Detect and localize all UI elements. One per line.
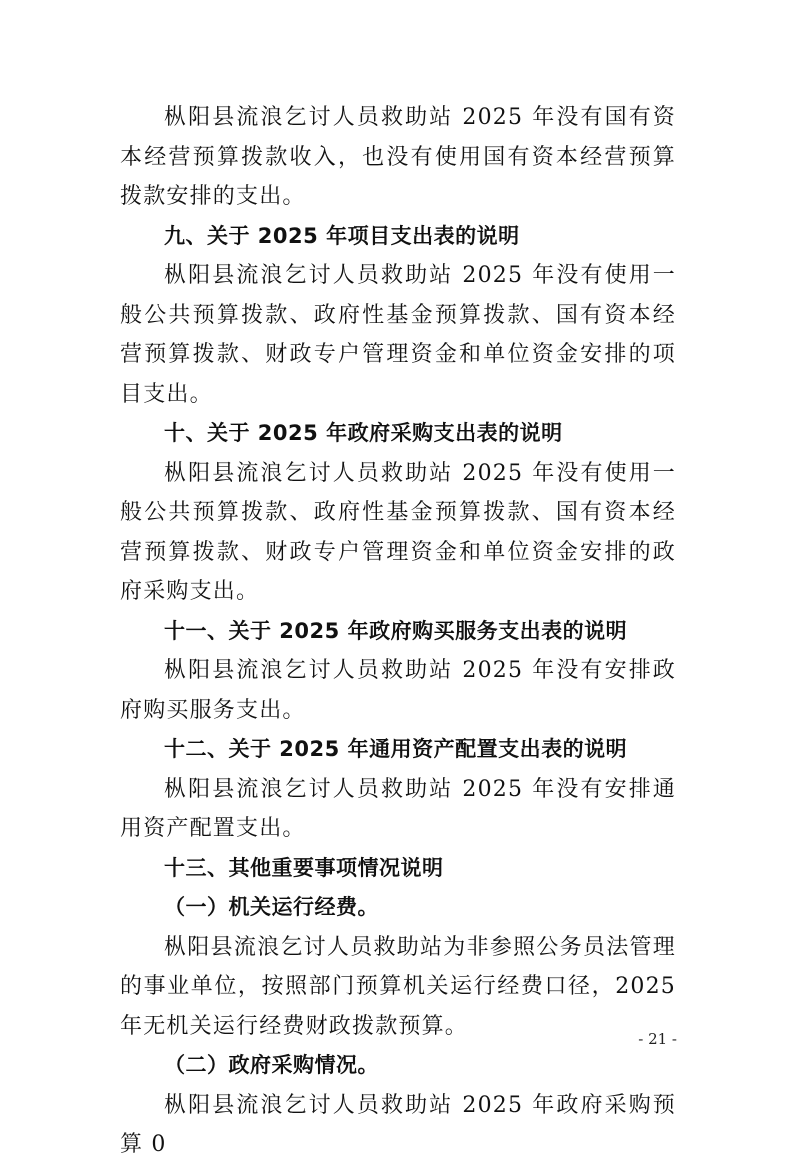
section-heading-9: 九、关于 2025 年项目支出表的说明 — [164, 223, 520, 248]
paragraph-government-procurement: 枞阳县流浪乞讨人员救助站 2025 年没有使用一般公共预算拨款、政府性基金预算拨款、国有资本经营预算拨款、财政专户管理资金和单位资金安排的政府采购支出。 — [120, 460, 676, 604]
document-body — [120, 98, 676, 1165]
section-heading-12: 十二、关于 2025 年通用资产配置支出表的说明 — [164, 737, 628, 761]
paragraph-operating-expenses: 枞阳县流浪乞讨人员救助站为非参照公务员法管理的事业单位，按照部门预算机关运行经费口径，2025 年无机关运行经费财政拨款预算。 — [120, 934, 676, 1039]
paragraph-procurement-status: 枞阳县流浪乞讨人员救助站 2025 年政府采购预算 0 — [120, 1092, 676, 1157]
subheading-procurement-status: （二）政府采购情况。 — [164, 1053, 379, 1077]
paragraph-asset-allocation: 枞阳县流浪乞讨人员救助站 2025 年没有安排通用资产配置支出。 — [120, 776, 676, 841]
paragraph-project-expenditure: 枞阳县流浪乞讨人员救助站 2025 年没有使用一般公共预算拨款、政府性基金预算拨款、国有资本经营预算拨款、财政专户管理资金和单位资金安排的项目支出。 — [120, 263, 676, 407]
paragraph-purchased-services: 枞阳县流浪乞讨人员救助站 2025 年没有安排政府购买服务支出。 — [120, 658, 676, 723]
paragraph-state-capital-budget: 枞阳县流浪乞讨人员救助站 2025 年没有国有资本经营预算拨款收入，也没有使用国有资本经营预算拨款安排的支出。 — [120, 105, 676, 209]
section-heading-10: 十、关于 2025 年政府采购支出表的说明 — [164, 421, 563, 445]
page-number: - 21 - — [638, 1030, 677, 1048]
section-heading-11: 十一、关于 2025 年政府购买服务支出表的说明 — [164, 618, 628, 643]
subheading-operating-expenses: （一）机关运行经费。 — [164, 895, 379, 919]
section-heading-13: 十三、其他重要事项情况说明 — [164, 855, 444, 880]
